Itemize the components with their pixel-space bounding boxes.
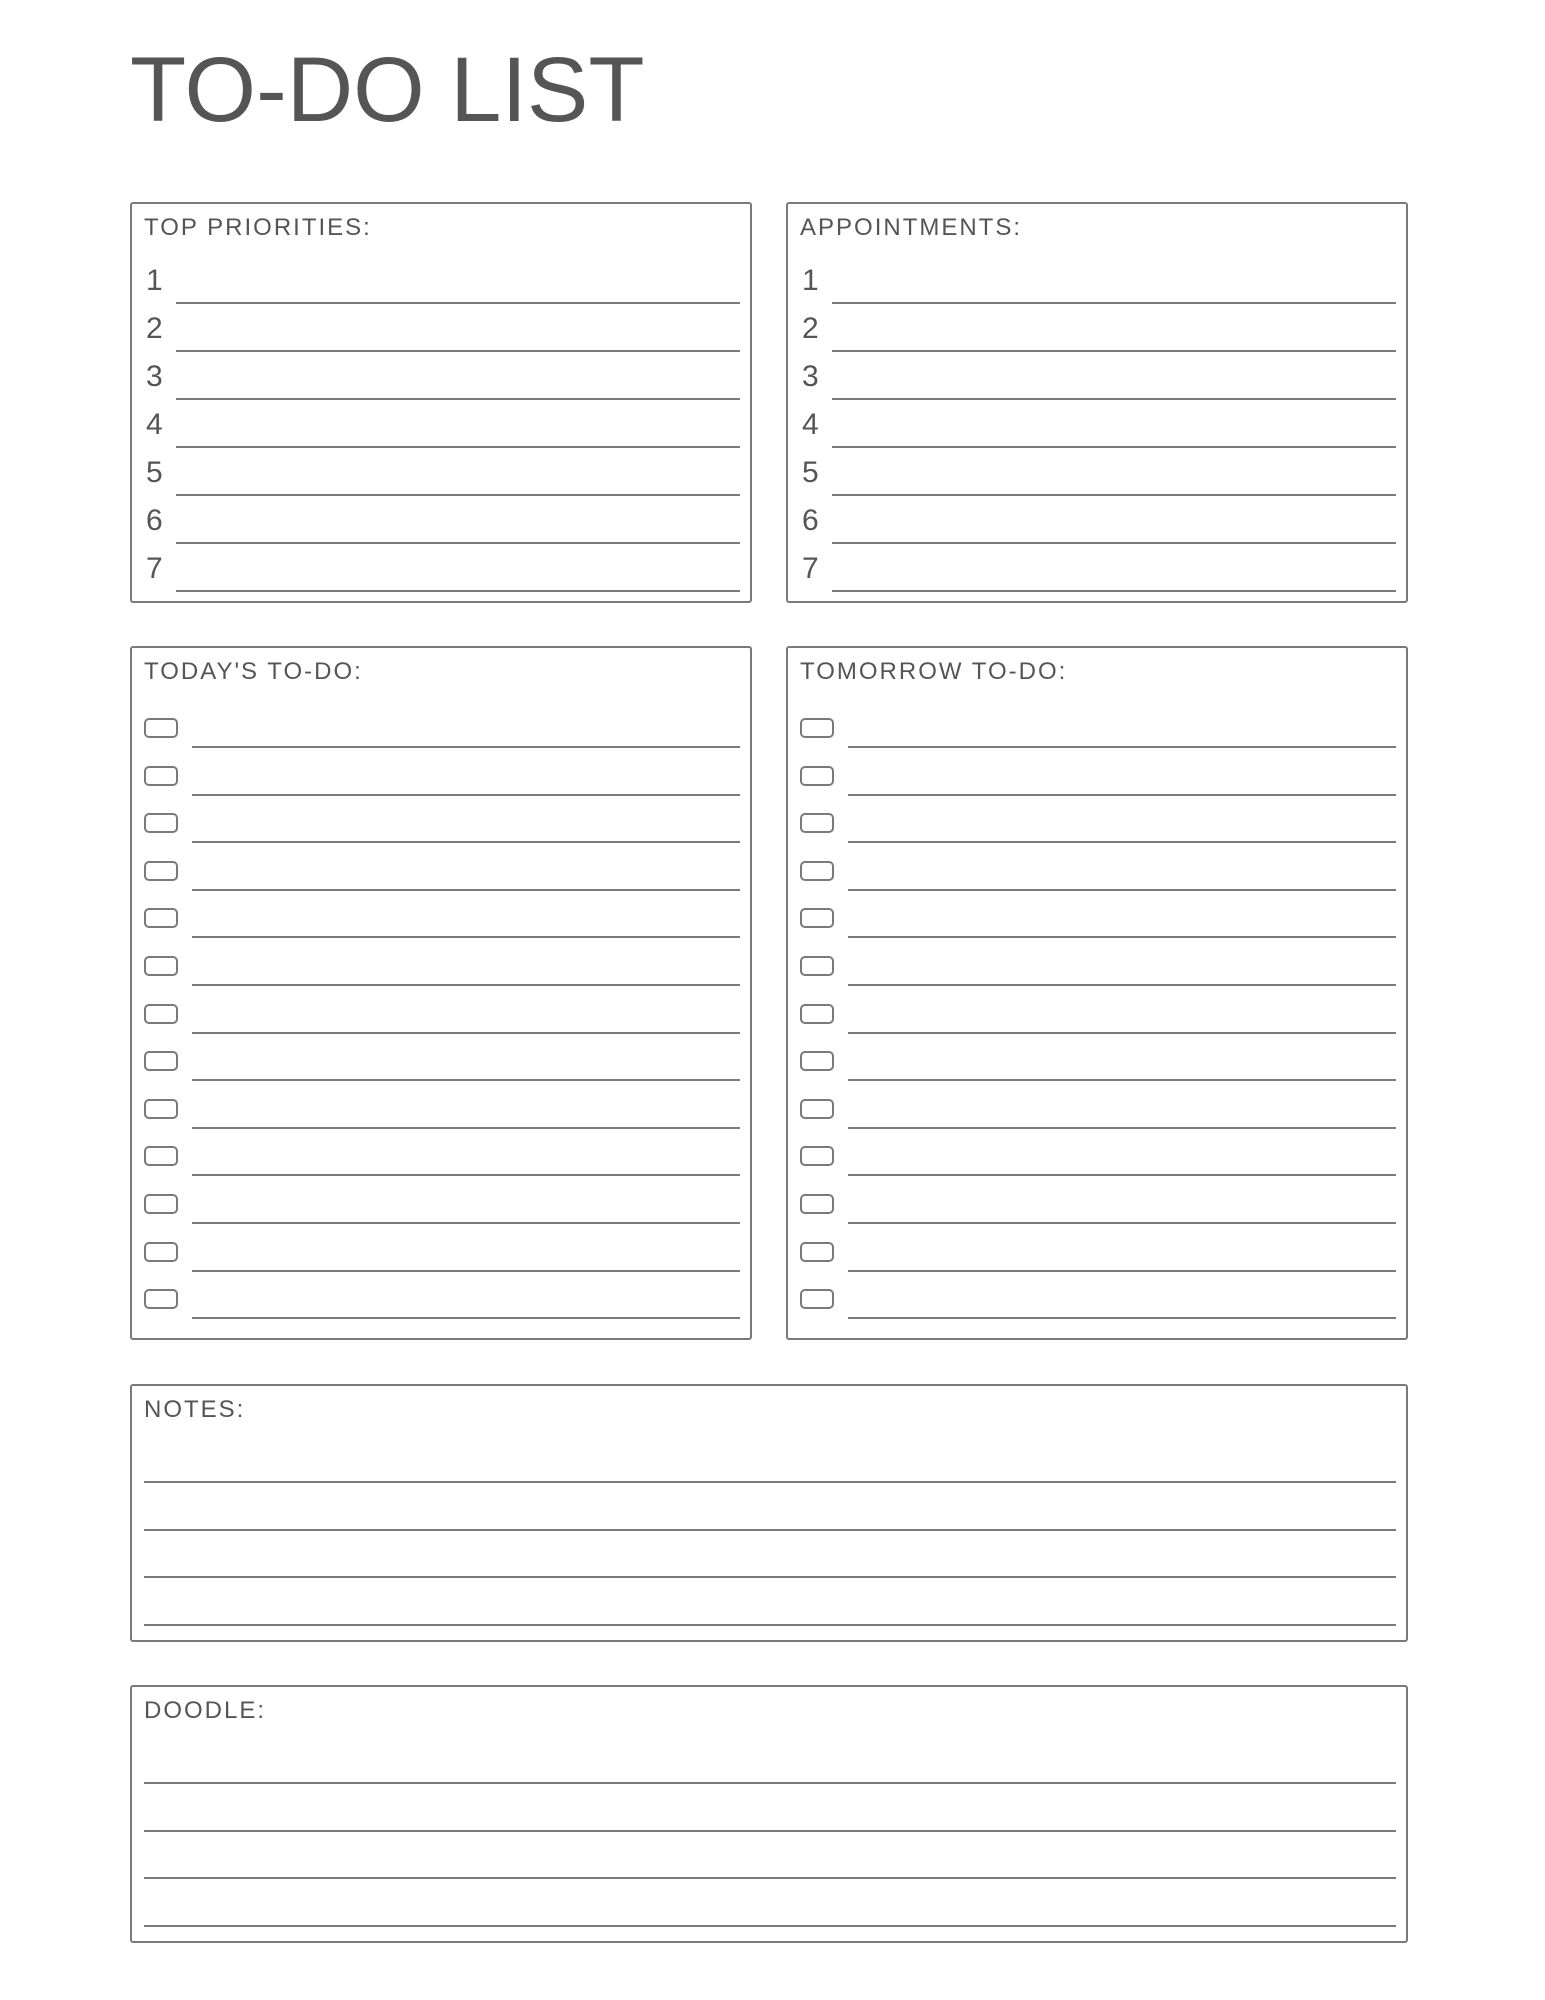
checklist-row bbox=[132, 1224, 750, 1272]
row-number: 1 bbox=[146, 264, 163, 297]
write-line[interactable] bbox=[144, 1925, 1396, 1927]
numbered-row bbox=[132, 544, 750, 592]
checkbox-icon[interactable] bbox=[144, 1051, 178, 1071]
checklist-row bbox=[788, 843, 1406, 891]
numbered-row bbox=[132, 400, 750, 448]
numbered-row bbox=[788, 448, 1406, 496]
appointments-section bbox=[786, 202, 1408, 603]
write-line[interactable] bbox=[144, 1877, 1396, 1879]
checkbox-icon[interactable] bbox=[800, 908, 834, 928]
checkbox-icon[interactable] bbox=[800, 813, 834, 833]
checkbox-icon[interactable] bbox=[800, 956, 834, 976]
write-line[interactable] bbox=[832, 590, 1396, 592]
row-number: 5 bbox=[146, 456, 163, 489]
write-line[interactable] bbox=[144, 1782, 1396, 1784]
write-line[interactable] bbox=[144, 1624, 1396, 1626]
checklist-row bbox=[788, 1271, 1406, 1319]
checklist-row bbox=[132, 1176, 750, 1224]
notes-section bbox=[130, 1384, 1408, 1642]
tomorrow-todo-section bbox=[786, 646, 1408, 1340]
row-number: 2 bbox=[146, 312, 163, 345]
row-number: 5 bbox=[802, 456, 819, 489]
page-title: TO-DO LIST bbox=[130, 39, 645, 141]
doodle-section bbox=[130, 1685, 1408, 1943]
row-number: 4 bbox=[802, 408, 819, 441]
numbered-row bbox=[788, 496, 1406, 544]
checkbox-icon[interactable] bbox=[144, 718, 178, 738]
checkbox-icon[interactable] bbox=[144, 1289, 178, 1309]
checklist-row bbox=[132, 1271, 750, 1319]
write-line[interactable] bbox=[192, 1317, 740, 1319]
row-number: 6 bbox=[146, 504, 163, 537]
checkbox-icon[interactable] bbox=[800, 1194, 834, 1214]
todays-todo-section bbox=[130, 646, 752, 1340]
section-label: NOTES: bbox=[144, 1396, 246, 1423]
checkbox-icon[interactable] bbox=[800, 718, 834, 738]
checklist-row bbox=[132, 890, 750, 938]
write-line[interactable] bbox=[144, 1481, 1396, 1483]
checkbox-icon[interactable] bbox=[144, 908, 178, 928]
row-number: 6 bbox=[802, 504, 819, 537]
checkbox-icon[interactable] bbox=[800, 1289, 834, 1309]
checkbox-icon[interactable] bbox=[800, 1099, 834, 1119]
checkbox-icon[interactable] bbox=[800, 766, 834, 786]
row-number: 7 bbox=[802, 552, 819, 585]
checkbox-icon[interactable] bbox=[800, 1242, 834, 1262]
checklist-row bbox=[788, 1224, 1406, 1272]
checklist-row bbox=[788, 1033, 1406, 1081]
section-label: TODAY'S TO-DO: bbox=[144, 658, 363, 685]
checklist-row bbox=[788, 986, 1406, 1034]
checkbox-icon[interactable] bbox=[144, 1242, 178, 1262]
numbered-row bbox=[132, 496, 750, 544]
section-label: TOP PRIORITIES: bbox=[144, 214, 372, 241]
write-line[interactable] bbox=[144, 1830, 1396, 1832]
checklist-row bbox=[788, 700, 1406, 748]
row-number: 7 bbox=[146, 552, 163, 585]
checkbox-icon[interactable] bbox=[800, 1146, 834, 1166]
checklist-row bbox=[788, 795, 1406, 843]
checklist-row bbox=[132, 843, 750, 891]
numbered-row bbox=[132, 256, 750, 304]
checklist-row bbox=[132, 795, 750, 843]
checklist-row bbox=[788, 938, 1406, 986]
numbered-row bbox=[788, 304, 1406, 352]
checklist-row bbox=[132, 1033, 750, 1081]
checkbox-icon[interactable] bbox=[144, 861, 178, 881]
checklist-row bbox=[788, 1081, 1406, 1129]
numbered-row bbox=[788, 352, 1406, 400]
numbered-row bbox=[132, 448, 750, 496]
checkbox-icon[interactable] bbox=[144, 813, 178, 833]
section-label: APPOINTMENTS: bbox=[800, 214, 1023, 241]
checkbox-icon[interactable] bbox=[144, 956, 178, 976]
checklist-row bbox=[132, 986, 750, 1034]
checklist-row bbox=[132, 1081, 750, 1129]
checkbox-icon[interactable] bbox=[800, 1004, 834, 1024]
checklist-row bbox=[132, 1128, 750, 1176]
row-number: 2 bbox=[802, 312, 819, 345]
numbered-row bbox=[132, 352, 750, 400]
checkbox-icon[interactable] bbox=[144, 1194, 178, 1214]
checklist-row bbox=[788, 748, 1406, 796]
numbered-row bbox=[788, 400, 1406, 448]
row-number: 1 bbox=[802, 264, 819, 297]
section-label: DOODLE: bbox=[144, 1697, 267, 1724]
checklist-row bbox=[788, 890, 1406, 938]
write-line[interactable] bbox=[144, 1576, 1396, 1578]
write-line[interactable] bbox=[176, 590, 740, 592]
row-number: 3 bbox=[802, 360, 819, 393]
checkbox-icon[interactable] bbox=[144, 766, 178, 786]
checklist-row bbox=[788, 1176, 1406, 1224]
top-priorities-section bbox=[130, 202, 752, 603]
checklist-row bbox=[132, 700, 750, 748]
numbered-row bbox=[132, 304, 750, 352]
checklist-row bbox=[132, 938, 750, 986]
numbered-row bbox=[788, 544, 1406, 592]
checkbox-icon[interactable] bbox=[144, 1099, 178, 1119]
checkbox-icon[interactable] bbox=[800, 1051, 834, 1071]
write-line[interactable] bbox=[848, 1317, 1396, 1319]
checklist-row bbox=[132, 748, 750, 796]
row-number: 3 bbox=[146, 360, 163, 393]
checkbox-icon[interactable] bbox=[144, 1004, 178, 1024]
checklist-row bbox=[788, 1128, 1406, 1176]
row-number: 4 bbox=[146, 408, 163, 441]
section-label: TOMORROW TO-DO: bbox=[800, 658, 1068, 685]
numbered-row bbox=[788, 256, 1406, 304]
write-line[interactable] bbox=[144, 1529, 1396, 1531]
checkbox-icon[interactable] bbox=[800, 861, 834, 881]
checkbox-icon[interactable] bbox=[144, 1146, 178, 1166]
